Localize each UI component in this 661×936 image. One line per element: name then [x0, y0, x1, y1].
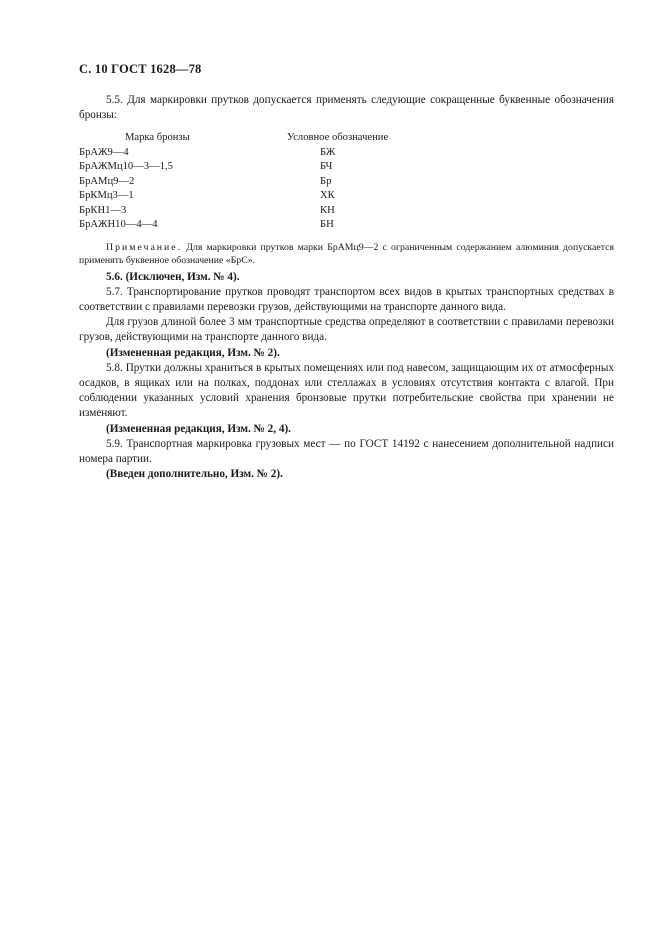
code-cell: ХК [320, 190, 335, 202]
amendment-note: (Измененная редакция, Изм. № 2). [106, 346, 280, 359]
amendment-note: (Измененная редакция, Изм. № 2, 4). [106, 422, 291, 435]
grade-cell: БрКМц3—1 [79, 190, 134, 202]
table-note [79, 242, 614, 268]
page-header: С. 10 ГОСТ 1628—78 [79, 62, 202, 76]
bronze-marking-table [79, 131, 614, 233]
table-header-row [79, 131, 614, 146]
note-text: Для маркировки прутков марки БрАМц9—2 с ограниченным содержанием алюминия допускается применять буквенное обозначение «БрС». [79, 241, 614, 266]
code-cell: БН [320, 219, 334, 231]
paragraph-5-7: 5.7. Транспортирование прутков проводят транспортом всех видов в крытых транспортных средствах в соответствии с правилами перевозки грузов, действующими на транспорте данного вида. [79, 285, 614, 313]
table-row [79, 160, 614, 175]
amendment-note: (Введен дополнительно, Изм. № 2). [106, 468, 283, 481]
document-body [79, 93, 614, 482]
column-header-grade: Марка бронзы [125, 132, 190, 144]
code-cell: БЧ [320, 161, 333, 173]
code-cell: КН [320, 204, 335, 216]
paragraph-5-6: 5.6. (Исключен, Изм. № 4). [106, 270, 240, 283]
table-row [79, 189, 614, 204]
table-row [79, 146, 614, 161]
table-row [79, 204, 614, 219]
paragraph-5-8: 5.8. Прутки должны храниться в крытых помещениях или под навесом, защищающим их от атмосферных осадков, в ящиках или на полках, поддонах или стеллажах в условиях отсутствия контакта с влагой. При соблюдении указанных условий хранения бронзовые прутки потребительские свойства при хранении не изменяют. [79, 361, 614, 420]
grade-cell: БрАМц9—2 [79, 175, 135, 187]
paragraph-5-9: 5.9. Транспортная маркировка грузовых мест — по ГОСТ 14192 с нанесением дополнительной надписи номера партии. [79, 437, 614, 465]
code-cell: БЖ [320, 146, 336, 158]
code-cell: Бр [320, 175, 332, 187]
grade-cell: БрКН1—3 [79, 204, 127, 216]
paragraph-5-5: 5.5. Для маркировки прутков допускается применять следующие сокращенные буквенные обозначения бронзы: [79, 94, 614, 122]
table-row [79, 175, 614, 190]
paragraph-5-7-cont: Для грузов длиной более 3 мм транспортные средства определяют в соответствии с правилами перевозки грузов, действующими на транспорте данного вида. [79, 316, 614, 344]
note-label: Примечание. [106, 241, 183, 253]
grade-cell: БрАЖ9—4 [79, 146, 129, 158]
grade-cell: БрАЖМц10—3—1,5 [79, 161, 173, 173]
column-header-code: Условное обозначение [287, 132, 389, 144]
table-row [79, 218, 614, 233]
grade-cell: БрАЖН10—4—4 [79, 219, 158, 231]
